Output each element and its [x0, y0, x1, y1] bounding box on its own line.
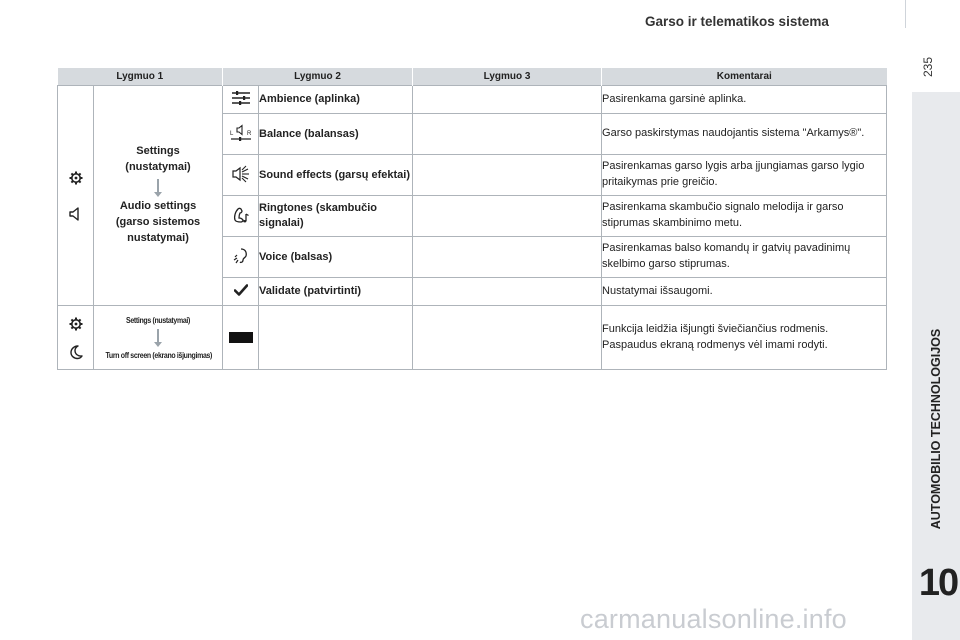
level2-settings-label: Settings (nustatymai)	[126, 314, 190, 325]
row-icon-cell	[223, 86, 259, 114]
sound-effects-icon	[231, 165, 251, 183]
row-comment: Pasirenkamas garso lygis arba įjungiamas garso lygio pritaikymas prie greičio.	[602, 155, 887, 196]
voice-icon	[232, 247, 250, 265]
row-icon-cell	[223, 306, 259, 370]
table-row	[58, 86, 887, 114]
level2-cell	[94, 306, 223, 370]
watermark: carmanualsonline.info	[580, 604, 847, 634]
checkmark-icon	[234, 284, 248, 296]
level3-empty-cell	[413, 306, 602, 370]
speaker-icon	[68, 206, 84, 222]
row-icon-cell	[223, 237, 259, 278]
header-level2: Lygmuo 2	[223, 68, 413, 86]
row-comment: Nustatymai išsaugomi.	[602, 278, 887, 306]
row-label: Ringtones (skambučio signalai)	[259, 196, 413, 237]
chapter-number: 10	[918, 562, 958, 604]
level3-empty-cell	[413, 278, 602, 306]
header-comments: Komentarai	[602, 68, 887, 86]
level3-empty-cell	[413, 155, 602, 196]
row-label: Voice (balsas)	[259, 237, 413, 278]
header-divider	[905, 0, 906, 28]
settings-table	[57, 68, 887, 370]
level3-empty-cell	[413, 196, 602, 237]
level3-empty-cell	[413, 237, 602, 278]
level2-turn-off-label: Turn off screen (ekrano išjungimas)	[105, 350, 213, 360]
row-icon-cell	[223, 196, 259, 237]
row-label: Sound effects (garsų efektai)	[259, 155, 413, 196]
row-icon-cell	[223, 114, 259, 155]
ringtone-icon	[232, 206, 250, 224]
moon-icon	[68, 344, 84, 360]
settings-icon	[68, 316, 84, 332]
row-icon-cell	[223, 278, 259, 306]
page-title: Garso ir telematikos sistema	[645, 14, 829, 29]
black-screen-icon	[229, 332, 253, 343]
level3-empty-cell	[413, 86, 602, 114]
svg-text:L: L	[229, 130, 233, 137]
table-header-row	[58, 68, 887, 86]
row-icon-cell	[223, 155, 259, 196]
balance-icon	[230, 124, 252, 142]
row-label: Balance (balansas)	[259, 114, 413, 155]
level2-audio-settings-label: Audio settings (garso sistemos nustatymai)	[115, 200, 201, 244]
page-number: 235	[921, 56, 935, 78]
level1-icons-cell	[58, 86, 94, 306]
level2-settings-label: Settings (nustatymai)	[125, 145, 191, 174]
equalizer-icon	[231, 91, 251, 105]
header-level3: Lygmuo 3	[413, 68, 602, 86]
down-arrow-icon	[157, 329, 159, 343]
down-arrow-icon	[157, 179, 159, 193]
row-label-empty-cell	[259, 306, 413, 370]
level1-icons-cell	[58, 306, 94, 370]
level2-cell	[94, 86, 223, 306]
row-comment: Funkcija leidžia išjungti šviečiančius rodmenis. Paspaudus ekraną rodmenys vėl imami rodyti.	[602, 306, 887, 370]
svg-text:R: R	[246, 130, 251, 137]
header-level1: Lygmuo 1	[58, 68, 223, 86]
row-comment: Pasirenkama skambučio signalo melodija ir garso stiprumas skambinimo metu.	[602, 196, 887, 237]
settings-icon	[68, 170, 84, 186]
section-label-text: AUTOMOBILIO TECHNOLOGIJOS	[929, 328, 943, 530]
level3-empty-cell	[413, 114, 602, 155]
row-comment: Garso paskirstymas naudojantis sistema "Arkamys®".	[602, 114, 887, 155]
row-label: Ambience (aplinka)	[259, 86, 413, 114]
table-row	[58, 306, 887, 370]
row-comment: Pasirenkamas balso komandų ir gatvių pavadinimų skelbimo garso stiprumas.	[602, 237, 887, 278]
row-comment: Pasirenkama garsinė aplinka.	[602, 86, 887, 114]
row-label: Validate (patvirtinti)	[259, 278, 413, 306]
